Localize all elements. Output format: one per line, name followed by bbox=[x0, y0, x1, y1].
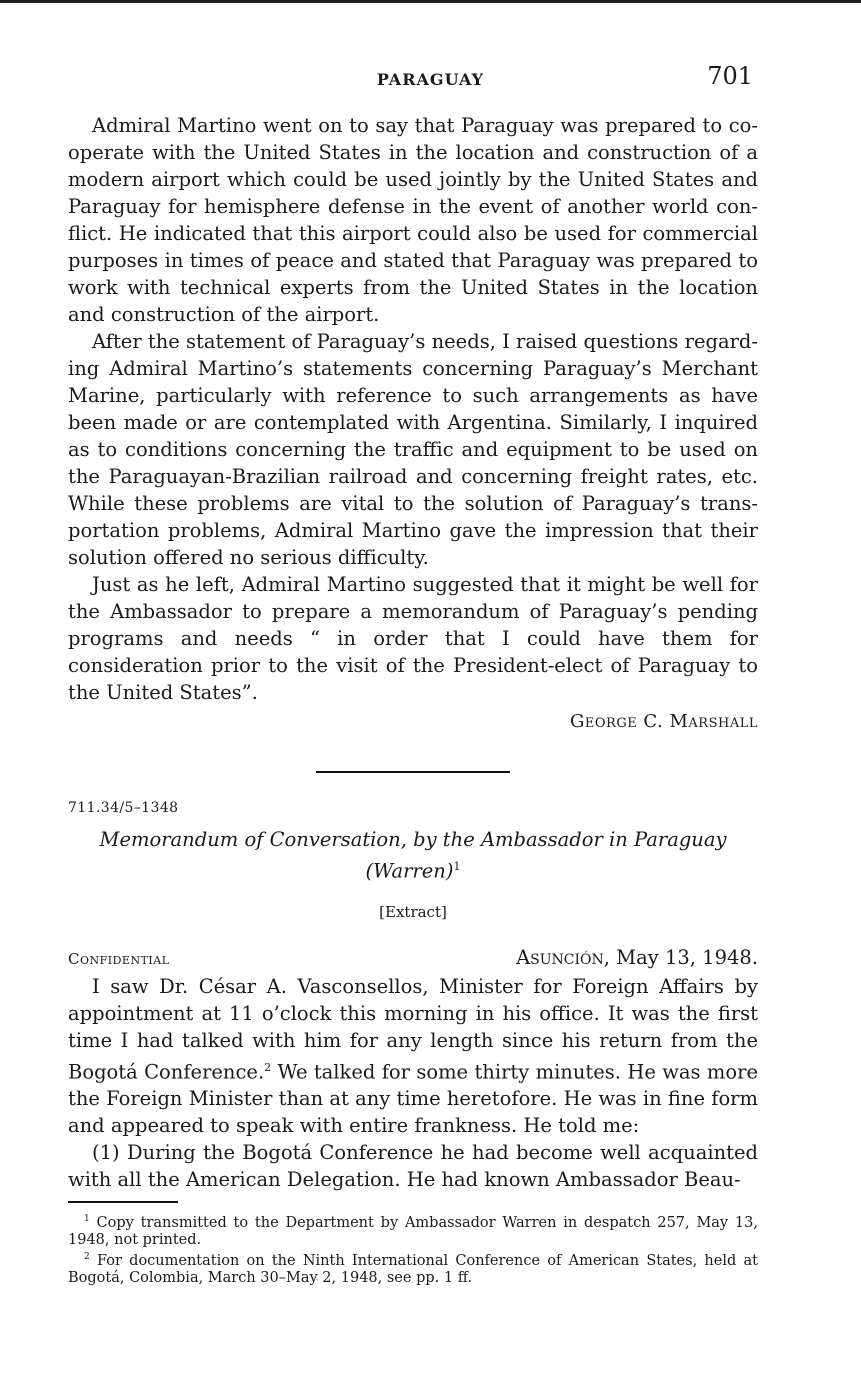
paragraph: (1) During the Bogotá Conference he had become well acquainted with all the American Delegation. He had known Ambassador Beau- bbox=[68, 1141, 758, 1191]
footnote-marker: 2 bbox=[84, 1251, 90, 1262]
paragraph-text: I saw Dr. César A. Vasconsellos, Minister for Foreign Affairs by appointment at 11 o’clock this morning in his office. It was the first time I had talked with him for any length since his return from the Bogotá Conference. bbox=[68, 974, 758, 1083]
page-header bbox=[0, 62, 861, 102]
footnote bbox=[68, 1249, 758, 1287]
dateline bbox=[68, 944, 758, 973]
extract-label: [Extract] bbox=[379, 902, 447, 921]
page-top-border bbox=[0, 0, 861, 3]
footnotes bbox=[68, 1211, 758, 1287]
document-title-line bbox=[68, 853, 758, 885]
page-body bbox=[68, 112, 758, 1287]
place: Asunción, bbox=[516, 945, 610, 969]
section-divider bbox=[316, 771, 510, 773]
paragraph bbox=[68, 973, 758, 1140]
document-title-line: Memorandum of Conversation, by the Ambassador in Paraguay bbox=[99, 828, 727, 851]
footnote-divider bbox=[68, 1201, 178, 1203]
paragraph-text: We talked for some thirty minutes. He was more the Foreign Minister than at any time heretofore. He was in fine form and appeared to speak with entire frankness. He told me: bbox=[68, 1060, 758, 1137]
paragraph: After the statement of Paraguay’s needs, I raised questions regard-ing Admiral Martino’s statements concerning Paraguay’s Merchant Marine, particularly with reference to such arrangements as have been made or are contemplated with Argentina. Similarly, I inquired as to conditions concerning the traffic and equipment to be used on the Paraguayan-Brazilian railroad and concerning freight rates, etc. While these problems are vital to the solution of Paraguay’s trans-portation problems, Admiral Martino gave the impression that their solution offered no serious difficulty. bbox=[68, 330, 758, 569]
page-number: 701 bbox=[707, 62, 753, 90]
document-title bbox=[68, 826, 758, 885]
document-title-author: (Warren) bbox=[365, 859, 454, 883]
footnote bbox=[68, 1211, 758, 1249]
date: May 13, 1948. bbox=[609, 945, 758, 969]
paragraph: Just as he left, Admiral Martino suggested that it might be well for the Ambassador to prepare a memorandum of Paraguay’s pending programs and needs “ in order that I could have them for consideration prior to the visit of the President-elect of Paraguay to the United States”. bbox=[68, 573, 758, 704]
footnote-marker: 1 bbox=[84, 1214, 90, 1224]
footnote-marker: 2 bbox=[264, 1060, 272, 1074]
footnote-text: Copy transmitted to the Department by Ambassador Warren in despatch 257, May 13, 1948, not printed. bbox=[68, 1214, 758, 1248]
footnote-text: For documentation on the Ninth International Conference of American States, held at Bogotá, Colombia, March 30–May 2, 1948, see pp. 1 ff. bbox=[68, 1252, 758, 1286]
footnote-marker: 1 bbox=[453, 860, 461, 873]
signature: George C. Marshall bbox=[570, 711, 758, 732]
running-head: PARAGUAY bbox=[376, 70, 485, 89]
paragraph: Admiral Martino went on to say that Paraguay was prepared to co-operate with the United States in the location and construction of a modern airport which could be used jointly by the United States and Paraguay for hemisphere defense in the event of another world con-flict. He indicated that this airport could also be used for commercial purposes in times of peace and stated that Paraguay was prepared to work with technical experts from the United States in the location and construction of the airport. bbox=[68, 114, 758, 326]
file-reference: 711.34/5–1348 bbox=[68, 800, 179, 816]
place-date bbox=[516, 944, 758, 971]
classification-label: Confidential bbox=[68, 949, 170, 968]
